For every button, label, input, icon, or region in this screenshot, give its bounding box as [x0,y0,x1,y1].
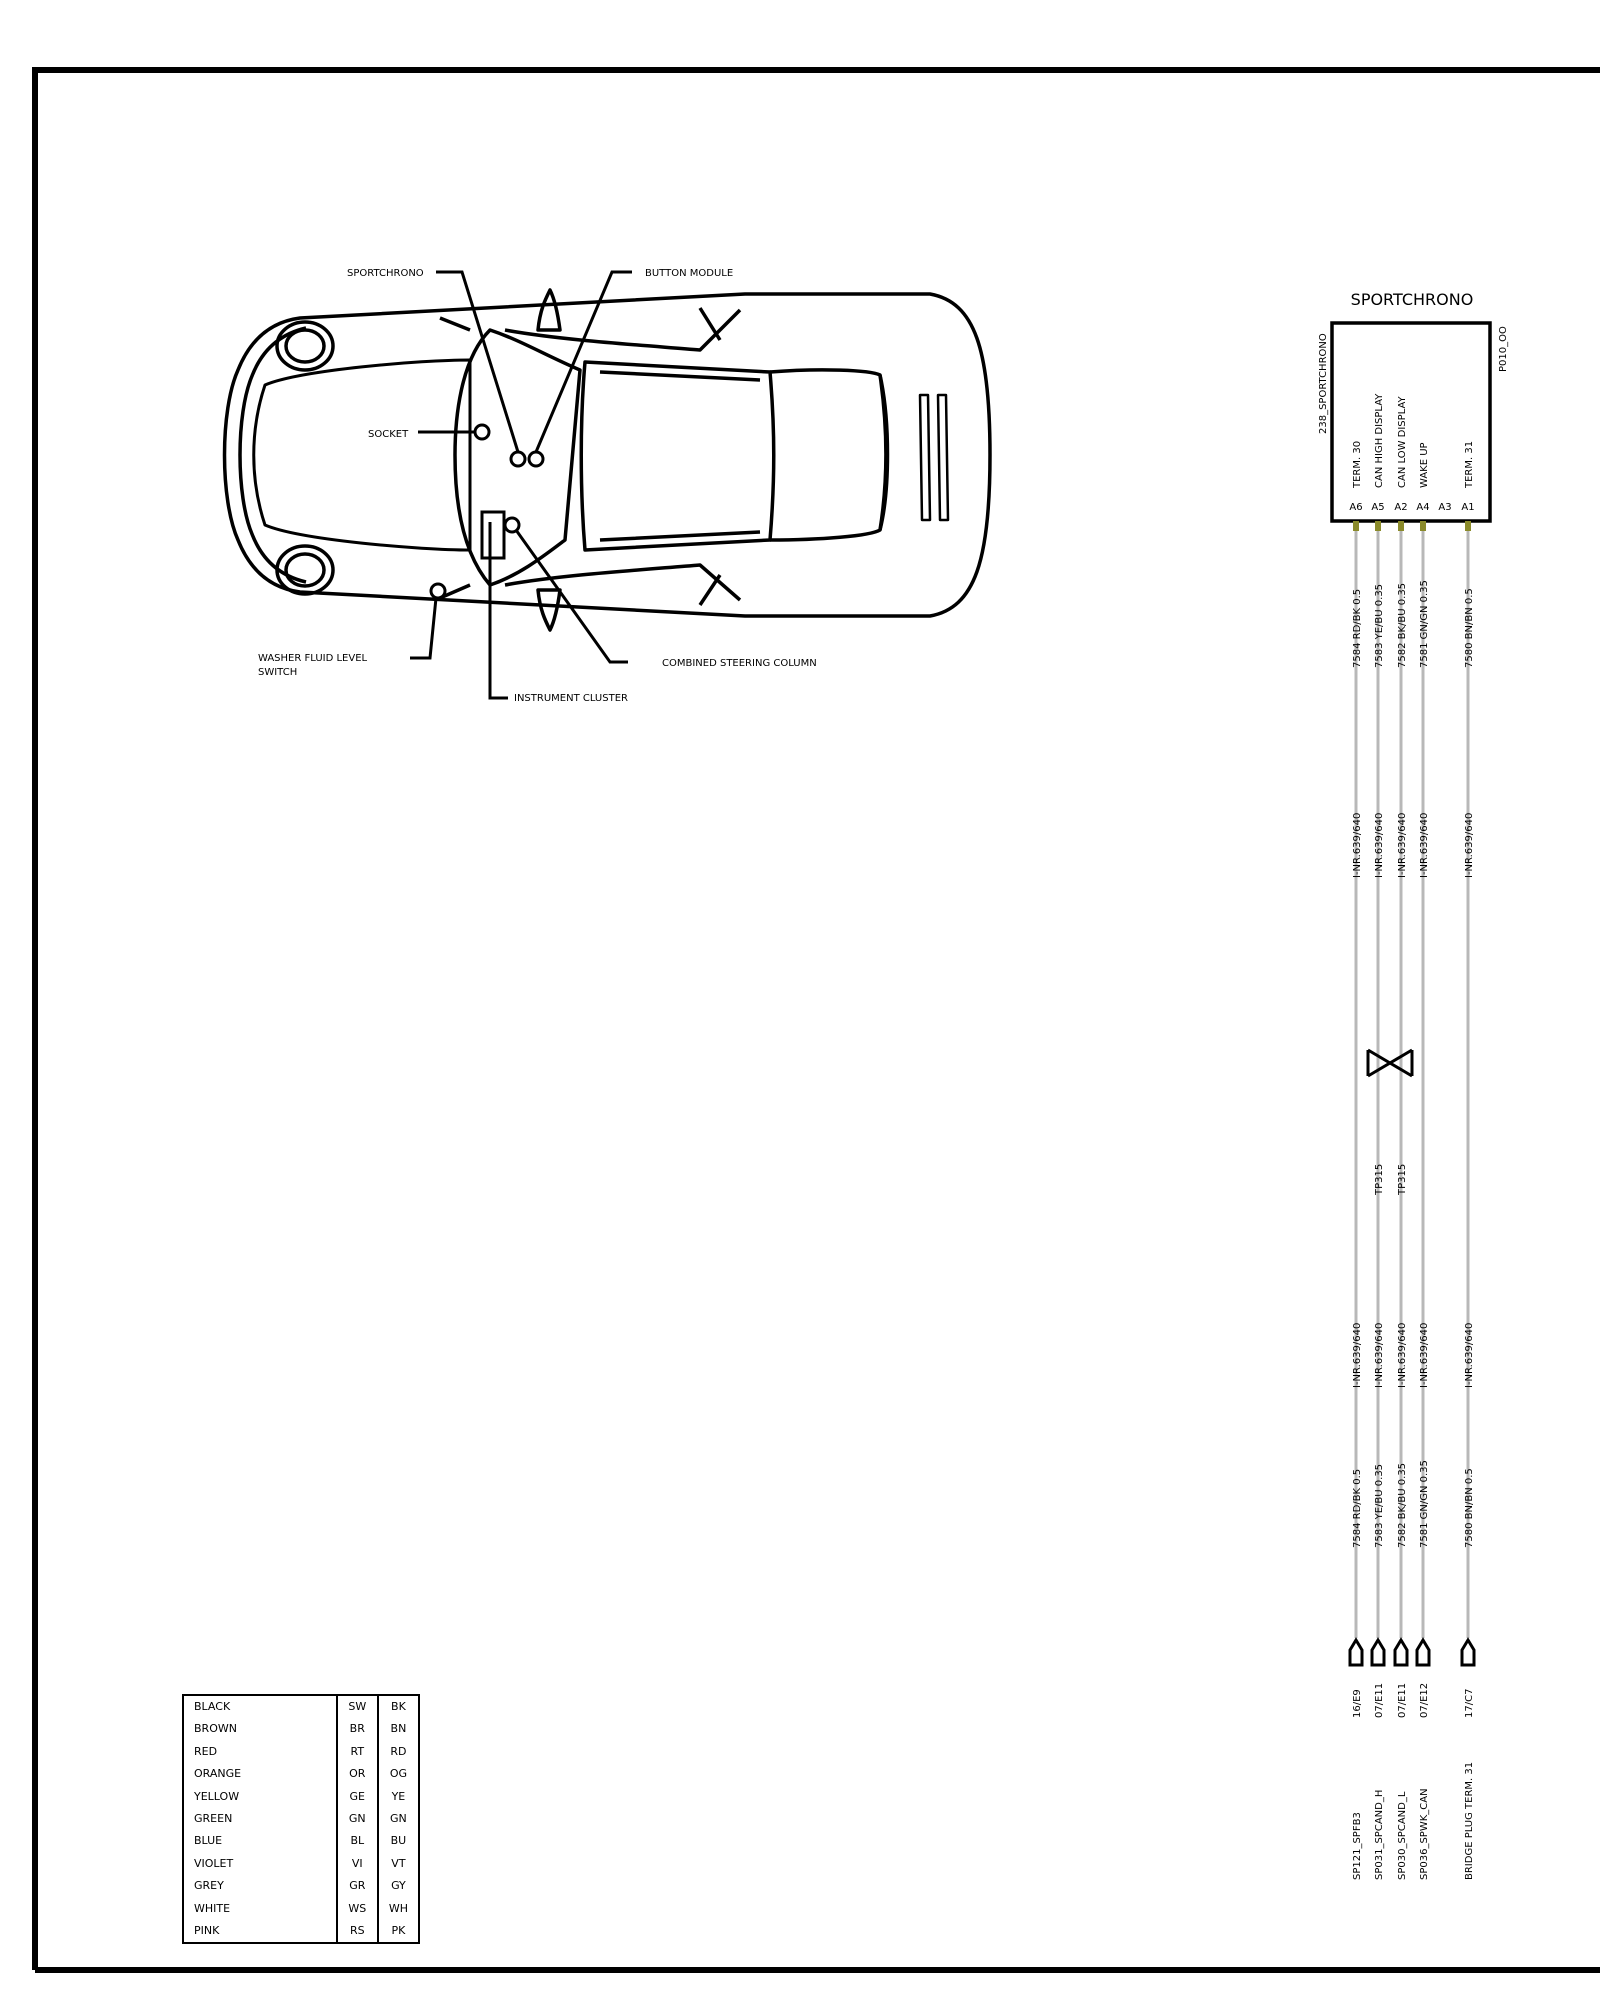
wire-destination: SP030_SPCAND_L [1397,1791,1408,1880]
pin-function-term30: TERM. 30 [1352,440,1363,488]
legend-cell-en: GN [378,1808,419,1830]
legend-cell-en: VT [378,1853,419,1875]
pin-function-term31: TERM. 31 [1464,440,1475,488]
pin-a2: A2 [1394,502,1408,513]
module-box [1332,323,1490,521]
legend-cell-de: BR [337,1718,378,1740]
legend-row [183,1786,419,1808]
wire-harness [1350,521,1475,1880]
legend-row [183,1853,419,1875]
wire-grid-ref: 07/E12 [1419,1682,1430,1718]
terminal-symbol [1350,1640,1362,1665]
callout-washer-fluid-line1: WASHER FLUID LEVEL [258,653,368,664]
pin-marker [1398,521,1404,531]
legend-row [183,1875,419,1897]
legend-row [183,1808,419,1830]
wire-destination: SP121_SPFB3 [1352,1812,1363,1880]
legend-row [183,1741,419,1763]
wire-top-label: 7582 BK/BU 0.35 [1397,582,1408,668]
legend-cell-name: RED [194,1744,218,1758]
wire-top-label: 7581 GN/GN 0.35 [1419,580,1430,668]
legend-row [183,1695,419,1718]
callout-instrument-cluster: INSTRUMENT CLUSTER [514,693,628,704]
legend-row [183,1830,419,1852]
wire-bottom-label: 7583 YE/BU 0.35 [1374,1463,1385,1548]
wire-bottom-label: 7581 GN/GN 0.35 [1419,1460,1430,1548]
wire-top-label: 7580 BN/BN 0.5 [1464,588,1475,668]
callout-socket: SOCKET [368,429,409,440]
page-border [35,70,1600,1970]
wire-grid-ref: 07/E11 [1397,1682,1408,1718]
legend-cell-de: WS [337,1898,378,1920]
legend-cell-de: RS [337,1920,378,1943]
legend-cell-de: GN [337,1808,378,1830]
button-module-marker [529,452,543,466]
wire-connector-label: I-NR.639/640 [1464,812,1475,878]
legend-cell-en: BN [378,1718,419,1740]
wire-connector-label: I-NR.639/640 [1419,1322,1430,1388]
legend-cell-en: PK [378,1920,419,1943]
pin-function-wake-up: WAKE UP [1419,442,1430,488]
legend-row [183,1898,419,1920]
module-left-id: 238_SPORTCHRONO [1318,333,1329,434]
callout-button-module: BUTTON MODULE [645,268,734,279]
pin-marker [1465,521,1471,531]
legend-cell-name: VIOLET [194,1856,234,1870]
callout-washer-fluid-line2: SWITCH [258,667,298,678]
wire-bottom-label: 7584 RD/BK 0.5 [1352,1468,1363,1548]
legend-cell-name: PINK [194,1924,220,1938]
wire-bottom-label: 7580 BN/BN 0.5 [1464,1468,1475,1548]
wire-connector-label: I-NR.639/640 [1397,812,1408,878]
terminal-symbol [1395,1640,1407,1665]
pin-marker [1353,521,1359,531]
legend-row [183,1920,419,1943]
washer-switch-marker [431,584,445,598]
legend-row [183,1718,419,1740]
pin-a1: A1 [1461,502,1475,513]
pin-a3: A3 [1438,502,1452,513]
car-components [431,425,543,598]
legend-cell-de: SW [337,1695,378,1718]
wire-destination: BRIDGE PLUG TERM. 31 [1464,1761,1475,1880]
pin-a4: A4 [1416,502,1430,513]
legend-cell-name: ORANGE [194,1767,242,1781]
wire-tp-label: TP315 [1374,1163,1385,1195]
legend-cell-de: RT [337,1741,378,1763]
legend-cell-name: BLACK [194,1700,231,1713]
wire-connector-label: I-NR.639/640 [1374,1322,1385,1388]
legend-cell-de: VI [337,1853,378,1875]
callout-sportchrono: SPORTCHRONO [347,268,424,279]
legend-cell-de: GE [337,1786,378,1808]
terminal-symbol [1462,1640,1474,1665]
legend-cell-name: YELLOW [194,1789,240,1803]
legend-cell-en: BU [378,1830,419,1852]
wire-connector-label: I-NR.639/640 [1419,812,1430,878]
pin-a5: A5 [1371,502,1385,513]
legend-cell-en: YE [378,1786,419,1808]
sportchrono-marker [511,452,525,466]
socket-marker [475,425,489,439]
callout-lines [410,272,632,698]
module-title: SPORTCHRONO [1350,290,1474,309]
legend-cell-name: WHITE [194,1901,231,1915]
legend-cell-de: BL [337,1830,378,1852]
wire-grid-ref: 07/E11 [1374,1682,1385,1718]
car-top-view [225,290,991,630]
terminal-symbol [1417,1640,1429,1665]
pin-a6: A6 [1349,502,1363,513]
legend-cell-en: GY [378,1875,419,1897]
legend-row [183,1763,419,1785]
legend-cell-de: OR [337,1763,378,1785]
legend-cell-de: GR [337,1875,378,1897]
wire-connector-label: I-NR.639/640 [1397,1322,1408,1388]
pin-function-can-low: CAN LOW DISPLAY [1397,396,1408,488]
wire-grid-ref: 16/E9 [1352,1689,1363,1718]
wire-connector-label: I-NR.639/640 [1352,812,1363,878]
color-code-legend [182,1694,420,1944]
wire-connector-label: I-NR.639/640 [1352,1322,1363,1388]
legend-cell-name: GREEN [194,1812,233,1826]
wire-top-label: 7583 YE/BU 0.35 [1374,583,1385,668]
twisted-pair-symbol [1368,1050,1412,1076]
wire-destination: SP031_SPCAND_H [1374,1789,1385,1880]
legend-cell-name: GREY [194,1879,224,1893]
wire-connector-label: I-NR.639/640 [1374,812,1385,878]
legend-cell-name: BLUE [194,1834,223,1848]
module-right-id: P010_OO [1498,326,1509,372]
legend-cell-en: RD [378,1741,419,1763]
pin-marker [1375,521,1381,531]
instrument-cluster-marker [482,512,504,558]
wire-bottom-label: 7582 BK/BU 0.35 [1397,1462,1408,1548]
legend-cell-en: OG [378,1763,419,1785]
terminal-symbol [1372,1640,1384,1665]
wire-grid-ref: 17/C7 [1464,1688,1475,1718]
callout-combined-steering: COMBINED STEERING COLUMN [662,658,817,669]
pin-marker [1420,521,1426,531]
legend-cell-en: WH [378,1898,419,1920]
pin-function-can-high: CAN HIGH DISPLAY [1374,393,1385,488]
legend-cell-name: BROWN [194,1722,237,1736]
wire-connector-label: I-NR.639/640 [1464,1322,1475,1388]
wire-top-label: 7584 RD/BK 0.5 [1352,588,1363,668]
wire-destination: SP036_SPWK_CAN [1419,1788,1430,1880]
wire-tp-label: TP315 [1397,1163,1408,1195]
legend-cell-en: BK [378,1695,419,1718]
